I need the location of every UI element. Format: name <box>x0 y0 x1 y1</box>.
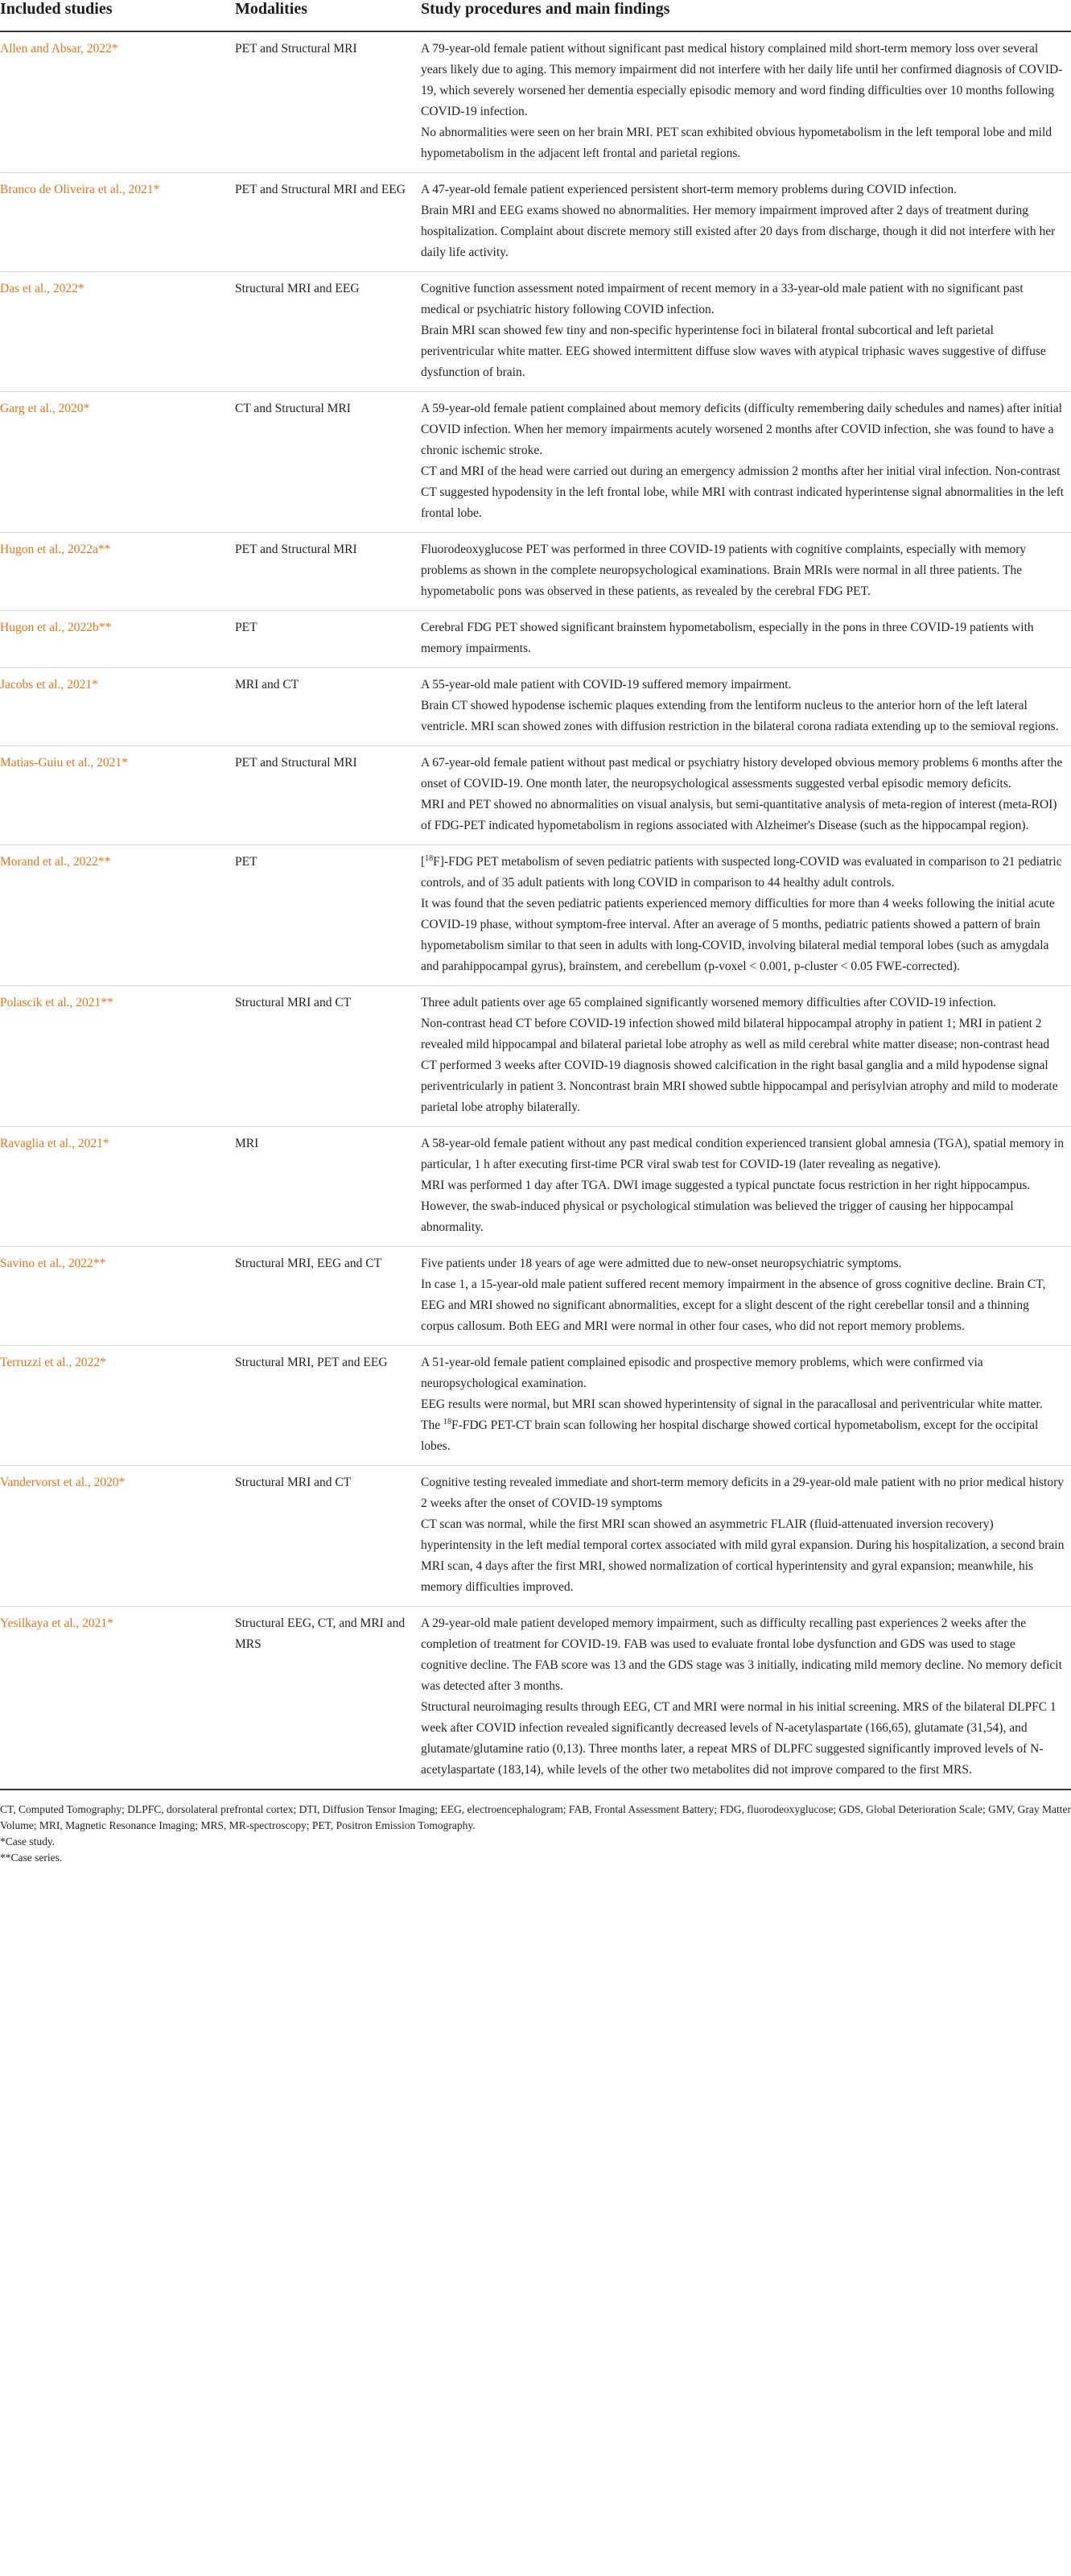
footnote-abbreviations: CT, Computed Tomography; DLPFC, dorsolateral prefrontal cortex; DTI, Diffusion Tensor Imaging; EEG, electroencephalogram; FAB, Frontal Assessment Battery; FDG, fluorodeoxyglucose; GDS, Global Deterioration Scale; GMV, Gray Matter Volume; MRI, Magnetic Resonance Imaging; MRS, MR-spectroscopy; PET, Positron Emission Tomography. <box>0 1803 1071 1831</box>
finding-paragraph: A 51-year-old female patient complained episodic and prospective memory problems, which were confirmed via neuropsychological examination. <box>421 1356 983 1390</box>
study-cell <box>0 611 235 668</box>
study-reference-link[interactable]: Hugon et al., 2022b <box>0 621 99 634</box>
table-row <box>0 272 1071 392</box>
modalities-cell: Structural MRI and EEG <box>235 272 421 392</box>
finding-paragraph: EEG results were normal, but MRI scan showed hyperintensity of signal in the paracallosal and periventricular white matter. The $^{18}$F-FDG PET-CT brain scan following her hospital discharge showed cortical hypometabolism, except for the occipital lobes. <box>421 1397 1043 1453</box>
study-type-marker: * <box>77 282 84 295</box>
findings-cell <box>421 986 1071 1127</box>
findings-cell <box>421 1127 1071 1247</box>
footnote-case-study: *Case study. <box>0 1835 56 1847</box>
table-row <box>0 845 1071 986</box>
findings-cell <box>421 392 1071 533</box>
header-studies: Included studies <box>0 0 235 31</box>
study-cell <box>0 533 235 611</box>
study-cell <box>0 1247 235 1346</box>
findings-cell <box>421 845 1071 986</box>
study-cell <box>0 31 235 173</box>
study-reference-link[interactable]: Matias-Guiu et al., 2021 <box>0 756 122 770</box>
table-row <box>0 392 1071 533</box>
study-type-marker: * <box>92 678 98 691</box>
study-cell <box>0 1607 235 1790</box>
study-type-marker: ** <box>98 621 112 634</box>
finding-paragraph: Cerebral FDG PET showed significant brainstem hypometabolism, especially in the pons in three COVID-19 patients with memory impairments. <box>421 621 1034 655</box>
modalities-cell: MRI <box>235 1127 421 1247</box>
findings-cell <box>421 173 1071 272</box>
study-cell <box>0 746 235 845</box>
findings-cell <box>421 1247 1071 1346</box>
finding-paragraph: Non-contrast head CT before COVID-19 infection showed mild bilateral hippocampal atrophy in patient 1; MRI in patient 2 revealed mild hippocampal and bilateral parietal lobe atrophy as well as mild cerebral white matter disease; non-contrast head CT performed 3 weeks after COVID-19 diagnosis showed calcification in the right basal ganglia and a mild hypodense signal periventricularly in patient 3. Noncontrast brain MRI showed subtle hippocampal and perisylvian atrophy and mild to moderate parietal lobe atrophy bilaterally. <box>421 1017 1058 1114</box>
finding-paragraph: MRI was performed 1 day after TGA. DWI image suggested a typical punctate focus restriction in her right hippocampus. However, the swab-induced physical or psychological stimulation was believed the trigger of causing her hippocampal abnormality. <box>421 1179 1031 1234</box>
finding-paragraph: Brain CT showed hypodense ischemic plaques extending from the lentiform nucleus to the anterior horn of the left lateral ventricle. MRI scan showed zones with diffusion restriction in the bilateral corona radiata extending up to the semioval regions. <box>421 699 1059 733</box>
finding-paragraph: Brain MRI scan showed few tiny and non-specific hyperintense foci in bilateral frontal subcortical and left parietal periventricular white matter. EEG showed intermittent diffuse slow waves with atypical triphasic waves suggestive of diffuse dysfunction of brain. <box>421 324 1046 379</box>
study-reference-link[interactable]: Polascik et al., 2021 <box>0 996 101 1009</box>
finding-paragraph: In case 1, a 15-year-old male patient suffered recent memory impairment in the absence of gross cognitive decline. Brain CT, EEG and MRI showed no significant abnormalities, except for a slight descent of the right cerebellar tonsil and a thinning corpus callosum. Both EEG and MRI were normal in other four cases, who did not report memory problems. <box>421 1278 1046 1333</box>
finding-paragraph: A 29-year-old male patient developed memory impairment, such as difficulty recalling past experiences 2 weeks after the completion of treatment for COVID-19. FAB was used to evaluate frontal lobe dysfunction and GDS was used to stage cognitive decline. The FAB score was 13 and the GDS stage was 3 initially, indicating mild memory decline. No memory deficit was detected after 3 months. <box>421 1616 1062 1693</box>
study-type-marker: * <box>122 756 128 770</box>
study-type-marker: ** <box>101 996 113 1009</box>
study-reference-link[interactable]: Garg et al., 2020 <box>0 402 84 415</box>
table-row <box>0 1466 1071 1607</box>
study-reference-link[interactable]: Allen and Absar, 2022 <box>0 42 112 56</box>
study-type-marker: * <box>153 183 160 196</box>
study-reference-link[interactable]: Hugon et al., 2022a <box>0 543 98 556</box>
header-findings: Study procedures and main findings <box>421 0 1071 31</box>
study-cell <box>0 1466 235 1607</box>
finding-paragraph: Structural neuroimaging results through EEG, CT and MRI were normal in his initial screening. MRS of the bilateral DLPFC 1 week after COVID infection revealed significantly decreased levels of N-acetylaspartate (166,65), glutamate (31,54), and glutamate/glutamine ratio (0,13). Three months later, a repeat MRS of DLPFC suggested significantly improved levels of N-acetylaspartate (183,14), while levels of the other two metabolites did not improve compared to the first MRS. <box>421 1700 1057 1777</box>
study-reference-link[interactable]: Morand et al., 2022 <box>0 855 98 869</box>
finding-paragraph: A 59-year-old female patient complained about memory deficits (difficulty remembering daily schedules and names) after initial COVID infection. When her memory impairments acutely worsened 2 months after COVID infection, she was found to have a chronic ischemic stroke. <box>421 402 1062 457</box>
modalities-cell: Structural MRI and CT <box>235 986 421 1127</box>
header-row <box>0 0 1071 31</box>
study-reference-link[interactable]: Jacobs et al., 2021 <box>0 678 93 691</box>
findings-cell <box>421 272 1071 392</box>
findings-cell <box>421 1607 1071 1790</box>
findings-cell <box>421 746 1071 845</box>
study-type-marker: * <box>83 402 90 415</box>
modalities-cell: PET <box>235 845 421 986</box>
finding-paragraph: Cognitive testing revealed immediate and short-term memory deficits in a 29-year-old male patient with no prior medical history 2 weeks after the onset of COVID-19 symptoms <box>421 1476 1064 1510</box>
findings-cell <box>421 533 1071 611</box>
finding-paragraph: Three adult patients over age 65 complained significantly worsened memory difficulties after COVID-19 infection. <box>421 996 997 1009</box>
study-type-marker: ** <box>97 855 111 869</box>
modalities-cell: PET and Structural MRI <box>235 31 421 173</box>
study-type-marker: * <box>102 1137 109 1150</box>
modalities-cell: Structural EEG, CT, and MRI and MRS <box>235 1607 421 1790</box>
finding-paragraph: Cognitive function assessment noted impairment of recent memory in a 33-year-old male patient with no significant past medical or psychiatric history following COVID infection. <box>421 282 1024 316</box>
finding-paragraph: A 55-year-old male patient with COVID-19 suffered memory impairment. <box>421 678 792 691</box>
modalities-cell: MRI and CT <box>235 668 421 746</box>
table-row <box>0 31 1071 173</box>
study-reference-link[interactable]: Terruzzi et al., 2022 <box>0 1356 101 1369</box>
finding-paragraph: A 47-year-old female patient experienced persistent short-term memory problems during COVID infection. <box>421 183 957 196</box>
study-cell <box>0 1127 235 1247</box>
table-row <box>0 1127 1071 1247</box>
findings-cell <box>421 611 1071 668</box>
modalities-cell: Structural MRI, EEG and CT <box>235 1247 421 1346</box>
study-reference-link[interactable]: Yesilkaya et al., 2021 <box>0 1616 108 1630</box>
finding-paragraph: Five patients under 18 years of age were admitted due to new-onset neuropsychiatric symptoms. <box>421 1257 902 1270</box>
study-cell <box>0 392 235 533</box>
study-cell <box>0 668 235 746</box>
modalities-cell: PET and Structural MRI <box>235 746 421 845</box>
study-type-marker: ** <box>93 1257 106 1270</box>
table-row <box>0 611 1071 668</box>
finding-paragraph: CT scan was normal, while the first MRI scan showed an asymmetric FLAIR (fluid-attenuated inversion recovery) hyperintensity in the left medial temporal cortex associated with mild gyral expansion. During his hospitalization, a second brain MRI scan, 4 days after the first MRI, showed normalization of cortical hyperintensity and gyral expansion; meanwhile, his memory difficulties improved. <box>421 1517 1065 1594</box>
study-type-marker: ** <box>97 543 111 556</box>
table-row <box>0 1607 1071 1790</box>
table-row <box>0 1346 1071 1466</box>
table-row <box>0 533 1071 611</box>
finding-paragraph: A 58-year-old female patient without any past medical condition experienced transient global amnesia (TGA), spatial memory in particular, 1 h after executing first-time PCR viral swab test for COVID-19 (later revealing as negative). <box>421 1137 1064 1171</box>
study-reference-link[interactable]: Das et al., 2022 <box>0 282 78 295</box>
study-reference-link[interactable]: Ravaglia et al., 2021 <box>0 1137 103 1150</box>
table-row <box>0 986 1071 1127</box>
table-row <box>0 746 1071 845</box>
findings-cell <box>421 31 1071 173</box>
finding-paragraph: [$^{18}$F]-FDG PET metabolism of seven pediatric patients with suspected long-COVID was evaluated in comparison to 21 pediatric controls, and of 35 adult patients with long COVID in comparison to 44 healthy adult controls. <box>421 853 1062 890</box>
finding-paragraph: A 79-year-old female patient without significant past medical history complained mild short-term memory loss over several years likely due to aging. This memory impairment did not interfere with her daily life until her confirmed diagnosis of COVID-19, which severely worsened her dementia especially episodic memory and word finding difficulties over 10 months following COVID-19 infection. <box>421 42 1063 118</box>
table-footnotes <box>0 1790 1071 1866</box>
modalities-cell: PET <box>235 611 421 668</box>
finding-paragraph: A 67-year-old female patient without past medical or psychiatry history developed obvious memory problems 6 months after the onset of COVID-19. One month later, the neuropsychological assessments suggested verbal episodic memory deficits. <box>421 756 1063 791</box>
modalities-cell: Structural MRI and CT <box>235 1466 421 1607</box>
study-cell <box>0 1346 235 1466</box>
finding-paragraph: MRI and PET showed no abnormalities on visual analysis, but semi-quantitative analysis of meta-region of interest (meta-ROI) of FDG-PET indicated hypometabolism in regions associated with Alzheimer's Disease (such as the hippocampal region). <box>421 798 1057 832</box>
study-reference-link[interactable]: Savino et al., 2022 <box>0 1257 93 1270</box>
modalities-cell: PET and Structural MRI <box>235 533 421 611</box>
header-modalities: Modalities <box>235 0 421 31</box>
table-row <box>0 173 1071 272</box>
study-type-marker: * <box>111 42 118 56</box>
study-cell <box>0 272 235 392</box>
findings-cell <box>421 1346 1071 1466</box>
modalities-cell: PET and Structural MRI and EEG <box>235 173 421 272</box>
study-type-marker: * <box>118 1476 126 1489</box>
findings-cell <box>421 1466 1071 1607</box>
finding-paragraph: Fluorodeoxyglucose PET was performed in three COVID-19 patients with cognitive complaints, especially with memory problems as shown in the complete neuropsychological examinations. Brain MRIs were normal in all three patients. The hypometabolic pons was observed in these patients, as revealed by the cerebral FDG PET. <box>421 543 1027 598</box>
finding-paragraph: It was found that the seven pediatric patients experienced memory difficulties for more than 4 weeks following the initial acute COVID-19 phase, without symptom-free interval. After an average of 5 months, pediatric patients showed a pattern of brain hypometabolism similar to that seen in adults with long-COVID, involving bilateral medial temporal lobes (such as amygdala and parahippocampal gyrus), brainstem, and cerebellum (p-voxel < 0.001, p-cluster < 0.05 FWE-corrected). <box>421 897 1055 973</box>
table-row <box>0 668 1071 746</box>
footnote-case-series: **Case series. <box>0 1852 63 1864</box>
table-row <box>0 1247 1071 1346</box>
finding-paragraph: No abnormalities were seen on her brain MRI. PET scan exhibited obvious hypometabolism in the left temporal lobe and mild hypometabolism in the adjacent left frontal and parietal regions. <box>421 126 1052 160</box>
study-reference-link[interactable]: Vandervorst et al., 2020 <box>0 1476 119 1489</box>
finding-paragraph: CT and MRI of the head were carried out during an emergency admission 2 months after her initial viral infection. Non-contrast CT suggested hypodensity in the left frontal lobe, while MRI with contrast indicated hyperintense signal abnormalities in the left frontal lobe. <box>421 464 1065 520</box>
finding-paragraph: Brain MRI and EEG exams showed no abnormalities. Her memory impairment improved after 2 days of treatment during hospitalization. Complaint about discrete memory still existed after 20 days from discharge, though it did not interfere with her daily life activity. <box>421 204 1056 259</box>
modalities-cell: Structural MRI, PET and EEG <box>235 1346 421 1466</box>
study-reference-link[interactable]: Branco de Oliveira et al., 2021 <box>0 183 154 196</box>
study-type-marker: * <box>100 1356 106 1369</box>
study-cell <box>0 845 235 986</box>
study-cell <box>0 986 235 1127</box>
table-header <box>0 0 1071 31</box>
study-type-marker: * <box>107 1616 113 1630</box>
table-body <box>0 31 1071 1790</box>
findings-cell <box>421 668 1071 746</box>
modalities-cell: CT and Structural MRI <box>235 392 421 533</box>
study-cell <box>0 173 235 272</box>
